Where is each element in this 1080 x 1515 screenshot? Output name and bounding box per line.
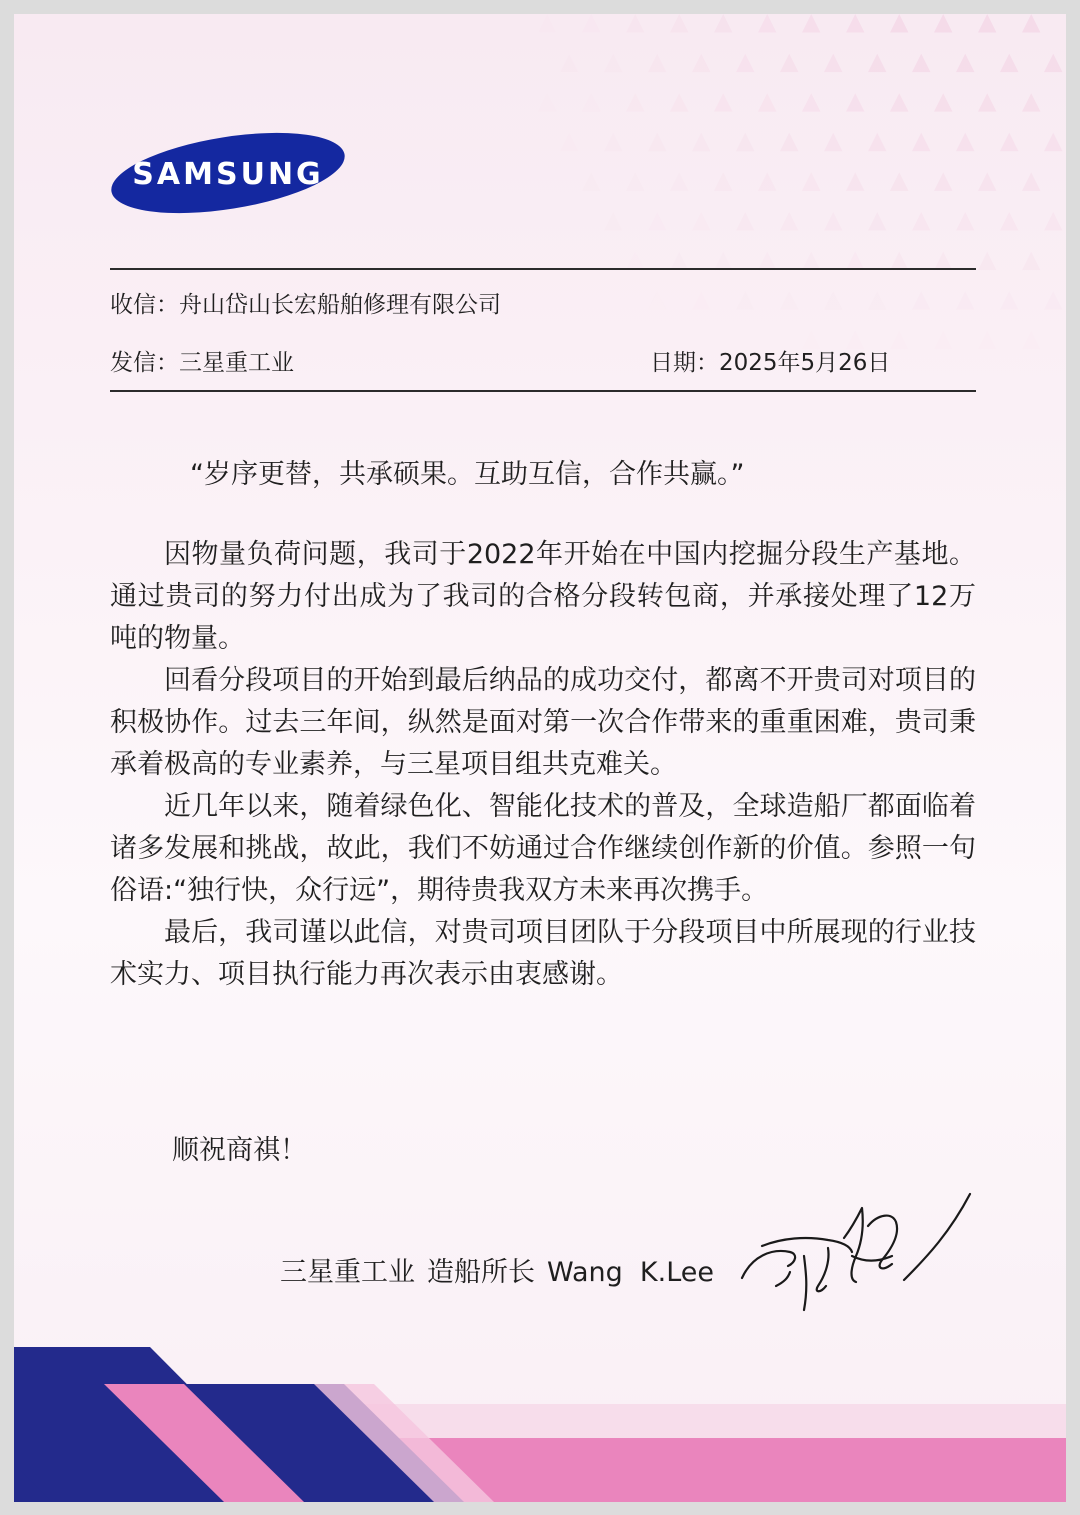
date-label: 日期：	[650, 350, 719, 376]
pattern-triangle	[934, 93, 952, 111]
pattern-triangle	[802, 172, 820, 190]
date-value: 2025年5月26日	[719, 350, 891, 376]
pattern-triangle	[604, 212, 622, 230]
pattern-triangle	[582, 14, 600, 32]
sender-line	[110, 348, 294, 378]
pattern-triangle	[626, 172, 644, 190]
pattern-triangle	[846, 14, 864, 32]
pattern-triangle	[1022, 331, 1040, 349]
pattern-triangle	[670, 14, 688, 32]
pattern-triangle	[1044, 291, 1062, 309]
pattern-triangle	[956, 133, 974, 151]
pattern-triangle	[824, 54, 842, 72]
signer-name: Wang K.Lee	[547, 1257, 715, 1288]
handwritten-signature	[732, 1186, 982, 1316]
pattern-triangle	[956, 54, 974, 72]
sender-label: 发信：	[110, 350, 179, 376]
recipient-line	[110, 290, 501, 320]
pattern-triangle	[890, 93, 908, 111]
pattern-triangle	[736, 212, 754, 230]
closing-salutation: 顺祝商祺！	[172, 1135, 307, 1166]
pattern-triangle	[912, 133, 930, 151]
pattern-triangle	[1022, 93, 1040, 111]
pattern-triangle	[736, 54, 754, 72]
pattern-triangle	[978, 14, 996, 32]
pattern-triangle	[714, 93, 732, 111]
pattern-triangle	[648, 291, 666, 309]
header-rule-bottom	[110, 390, 976, 392]
pattern-triangle	[868, 212, 886, 230]
pattern-triangle	[648, 212, 666, 230]
pattern-triangle	[824, 212, 842, 230]
sender-value: 三星重工业	[179, 350, 294, 376]
pattern-triangle	[582, 172, 600, 190]
pattern-triangle	[890, 172, 908, 190]
footer-decoration	[14, 1314, 1066, 1502]
paragraph: 最后，我司谨以此信，对贵司项目团队于分段项目中所展现的行业技术实力、项目执行能力再次表示由衷感谢。	[110, 917, 976, 990]
header-rule-top	[110, 268, 976, 270]
pattern-triangle	[538, 14, 556, 32]
pattern-triangle	[780, 291, 798, 309]
signature-block	[280, 1250, 726, 1289]
pattern-triangle	[692, 54, 710, 72]
pattern-triangle	[912, 54, 930, 72]
signer-company: 三星重工业	[280, 1257, 415, 1288]
pattern-triangle	[1044, 133, 1062, 151]
pattern-triangle	[604, 54, 622, 72]
pattern-triangle	[626, 14, 644, 32]
paragraph: 因物量负荷问题，我司于2022年开始在中国内挖掘分段生产基地。通过贵司的努力付出成为了我司的合格分段转包商，并承接处理了12万吨的物量。	[110, 539, 976, 654]
pattern-triangle	[868, 133, 886, 151]
pattern-triangle	[538, 93, 556, 111]
pattern-triangle	[692, 212, 710, 230]
pattern-triangle	[648, 133, 666, 151]
pattern-triangle	[692, 291, 710, 309]
pattern-triangle	[1022, 172, 1040, 190]
pattern-triangle	[648, 54, 666, 72]
pattern-triangle	[780, 212, 798, 230]
pattern-triangle	[758, 93, 776, 111]
letter-body	[110, 534, 976, 996]
pattern-triangle	[560, 133, 578, 151]
pattern-triangle	[912, 212, 930, 230]
pattern-triangle	[934, 172, 952, 190]
pattern-triangle	[714, 14, 732, 32]
pattern-triangle	[802, 93, 820, 111]
pattern-triangle	[978, 331, 996, 349]
pattern-triangle	[582, 93, 600, 111]
pattern-triangle	[692, 133, 710, 151]
pattern-triangle	[802, 331, 820, 349]
pattern-triangle	[956, 291, 974, 309]
pattern-triangle	[890, 331, 908, 349]
recipient-value: 舟山岱山长宏船舶修理有限公司	[179, 292, 501, 318]
signer-title: 造船所长	[427, 1257, 535, 1288]
pattern-triangle	[1000, 133, 1018, 151]
pattern-triangle	[1022, 14, 1040, 32]
pattern-triangle	[626, 93, 644, 111]
pattern-triangle	[670, 93, 688, 111]
pattern-triangle	[714, 172, 732, 190]
pattern-triangle	[934, 14, 952, 32]
pattern-triangle	[1000, 212, 1018, 230]
letter-sheet	[14, 14, 1066, 1502]
pattern-triangle	[1044, 212, 1062, 230]
pattern-triangle	[824, 133, 842, 151]
pattern-triangle	[758, 172, 776, 190]
pattern-triangle	[846, 93, 864, 111]
pattern-triangle	[846, 172, 864, 190]
pattern-triangle	[978, 172, 996, 190]
pattern-triangle	[736, 291, 754, 309]
pattern-triangle	[824, 291, 842, 309]
pattern-triangle	[956, 212, 974, 230]
pattern-triangle	[1000, 54, 1018, 72]
pattern-triangle	[802, 14, 820, 32]
pattern-triangle	[560, 54, 578, 72]
pattern-triangle	[934, 331, 952, 349]
slogan: “岁序更替，共承硕果。互助互信，合作共赢。”	[190, 459, 745, 490]
pattern-triangle	[1022, 252, 1040, 270]
pattern-triangle	[890, 14, 908, 32]
pattern-triangle	[978, 93, 996, 111]
pattern-triangle	[978, 252, 996, 270]
pattern-triangle	[670, 172, 688, 190]
paragraph: 近几年以来，随着绿色化、智能化技术的普及，全球造船厂都面临着诸多发展和挑战，故此，我们不妨通过合作继续创作新的价值。参照一句俗语:“独行快，众行远”，期待贵我双方未来再次携手。	[110, 791, 976, 906]
date-line	[650, 348, 890, 378]
paragraph: 回看分段项目的开始到最后纳品的成功交付，都离不开贵司对项目的积极协作。过去三年间，纵然是面对第一次合作带来的重重困难，贵司秉承着极高的专业素养，与三星项目组共克难关。	[110, 665, 976, 780]
logo-text: SAMSUNG	[132, 157, 324, 192]
pattern-triangle	[736, 133, 754, 151]
pattern-triangle	[868, 54, 886, 72]
pattern-triangle	[604, 133, 622, 151]
pattern-triangle	[758, 14, 776, 32]
pattern-triangle	[868, 291, 886, 309]
pattern-triangle	[846, 331, 864, 349]
recipient-label: 收信：	[110, 292, 179, 318]
pattern-triangle	[1000, 291, 1018, 309]
pattern-triangle	[780, 133, 798, 151]
pattern-triangle	[912, 291, 930, 309]
pattern-triangle	[780, 54, 798, 72]
samsung-logo	[108, 132, 348, 214]
pattern-triangle	[1044, 54, 1062, 72]
